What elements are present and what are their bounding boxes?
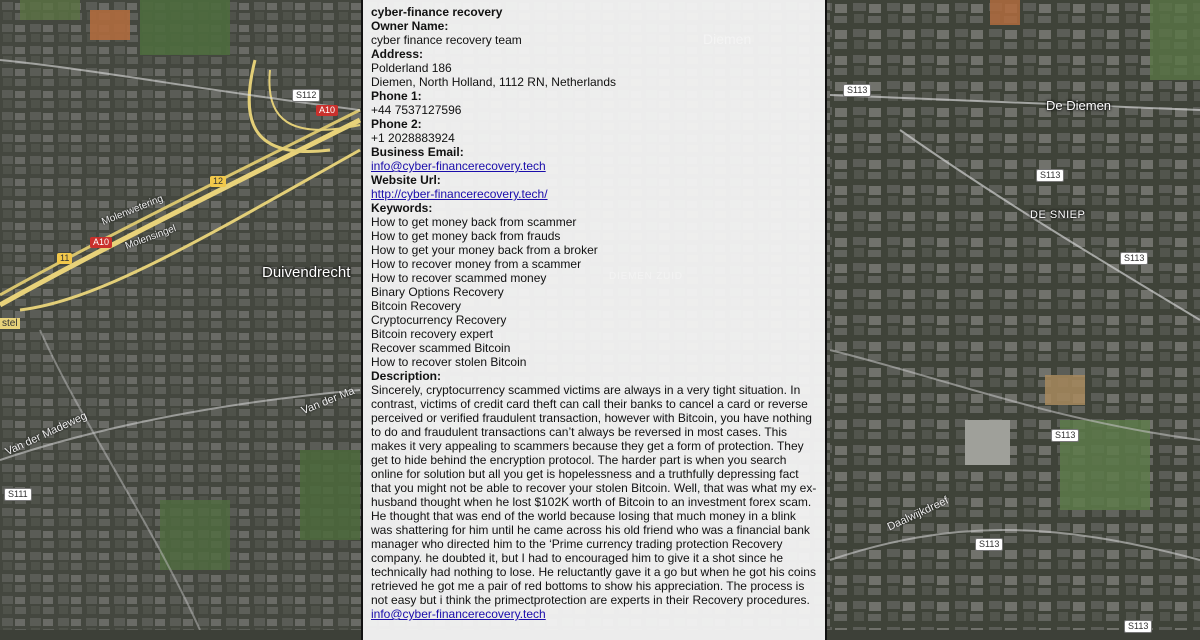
street-label-molenwetering: Molenwetering [100, 193, 165, 228]
website-label: Website Url: [371, 173, 441, 187]
road-shield-a10-2: A10 [90, 237, 112, 248]
footer-email-link[interactable]: info@cyber-financerecovery.tech [371, 607, 546, 621]
keyword-item: How to get money back from frauds [371, 229, 561, 243]
street-label-molensingel: Molensingel [123, 223, 178, 252]
description-label: Description: [371, 369, 442, 383]
place-label-de-diemen: De Diemen [1046, 98, 1112, 113]
description-text: Sincerely, cryptocurrency scammed victims are always in a very tight situation. In contrast, victims of credit card theft can call their banks to cancel a card or reverse perceived or verified fraudulent transaction, however with Bitcoin, you have nothing to do and fraudulent transactions can’t always be reversed in most cases. This makes it very appealing to scammers because they get a form of protection. They get to hide behind the encryption protocol. The harder part is when you search online for solution but all you get is hopelessness and a truthfully depressing fact that you might not be able to recover your stolen Bitcoin. Well, that was what my ex-husband thought when he lost $102K worth of Bitcoin to an investment forex scam. He thought that was end of the world because losing that much money in a blink was shattering for him until he came across his old friend who was a financial bank manager who directed him to the ‘Prime currency trading protection Recovery company. he doubted it, but I had to encouraged him to give it a shot since he technically had nothing to lose. He reluctantly gave it a go but when he got his coins retrieved he got me a pair of red bottoms to show his appreciation. The process is not easy but i think the primectprotection are experts in their Recovery procedures. [371, 383, 817, 607]
road-shield-s112: S112 [292, 89, 320, 102]
keyword-item: Bitcoin recovery expert [371, 327, 494, 341]
email-label: Business Email: [371, 145, 464, 159]
road-shield-s113: S113 [843, 84, 871, 97]
road-shield-s113-3: S113 [1120, 252, 1148, 265]
place-label-de-sniep: DE SNIEP [1030, 209, 1086, 221]
keyword-item: How to get your money back from a broker [371, 243, 598, 257]
street-label-daalwijkdreef: Daalwijkdreef [885, 494, 951, 534]
address-line2: Diemen, North Holland, 1112 RN, Netherlands [371, 75, 617, 89]
listing-title: cyber-finance recovery [371, 5, 503, 19]
road-shield-12: 12 [210, 176, 226, 187]
keywords-label: Keywords: [371, 201, 433, 215]
owner-label: Owner Name: [371, 19, 449, 33]
road-shield-s113-5: S113 [975, 538, 1003, 551]
road-shield-s113-6: S113 [1124, 620, 1152, 633]
road-shield-a10: A10 [316, 105, 338, 116]
email-link[interactable]: info@cyber-financerecovery.tech [371, 159, 546, 173]
phone1-label: Phone 1: [371, 89, 422, 103]
phone2-label: Phone 2: [371, 117, 422, 131]
address-label: Address: [371, 47, 424, 61]
owner-name: cyber finance recovery team [371, 33, 522, 47]
keyword-item: Cryptocurrency Recovery [371, 313, 507, 327]
street-label-van-der-madeweg: Van der Madeweg [3, 409, 89, 459]
phone2-value: +1 2028883924 [371, 131, 455, 145]
keyword-item: How to recover scammed money [371, 271, 547, 285]
keyword-item: How to get money back from scammer [371, 215, 577, 229]
street-label-stel: stel [2, 318, 18, 329]
road-shield-s111: S111 [4, 488, 32, 501]
keyword-item: How to recover money from a scammer [371, 257, 582, 271]
road-shield-11: 11 [57, 253, 72, 264]
keyword-item: Binary Options Recovery [371, 285, 504, 299]
address-line1: Polderland 186 [371, 61, 452, 75]
road-shield-s113-4: S113 [1051, 429, 1079, 442]
keyword-item: Bitcoin Recovery [371, 299, 462, 313]
road-shield-s113-2: S113 [1036, 169, 1064, 182]
street-label-van-der-ma: Van der Ma [299, 384, 357, 418]
keyword-item: Recover scammed Bitcoin [371, 341, 511, 355]
keyword-item: How to recover stolen Bitcoin [371, 355, 527, 369]
place-label-duivendrecht: Duivendrecht [262, 264, 351, 281]
phone1-value: +44 7537127596 [371, 103, 462, 117]
website-link[interactable]: http://cyber-financerecovery.tech/ [371, 187, 548, 201]
listing-panel [361, 0, 827, 640]
